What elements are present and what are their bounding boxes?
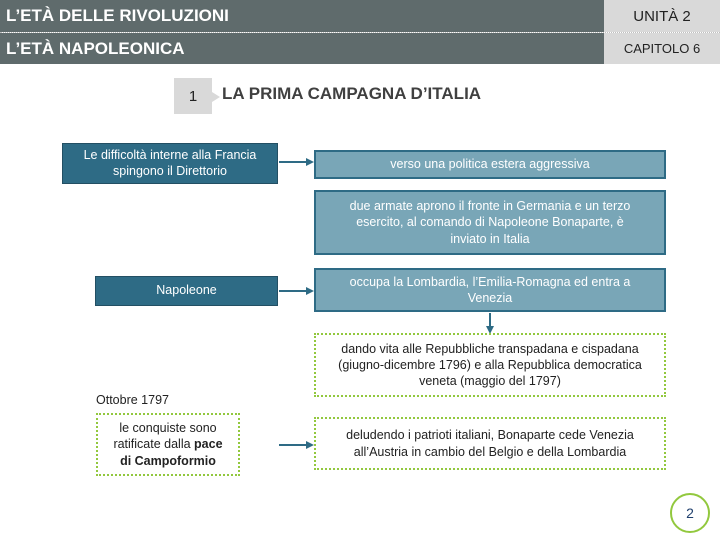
header-sub-title-text: L’ETÀ NAPOLEONICA bbox=[6, 38, 185, 58]
box-lombardy-text: occupa la Lombardia, l’Emilia-Romagna ed entra a Venezia bbox=[349, 274, 631, 305]
box-armies-text: due armate aprono il fronte in Germania e un terzo esercito, al comando di Napoleone Bonaparte, è inviato in Italia bbox=[349, 199, 631, 246]
page-number-badge bbox=[670, 493, 710, 533]
section-number: 1 bbox=[188, 87, 198, 105]
page-number: 2 bbox=[686, 505, 694, 521]
box-policy bbox=[314, 150, 666, 179]
header-unit-text: UNITÀ 2 bbox=[633, 7, 691, 25]
box-napoleon bbox=[95, 276, 278, 306]
box-campoformio bbox=[96, 413, 240, 476]
box-venice bbox=[314, 417, 666, 470]
box-republics-text: dando vita alle Repubbliche transpadana e cispadana (giugno-dicembre 1796) e alla Repubblica democratica veneta (maggio del 1797) bbox=[338, 341, 642, 389]
box-lombardy bbox=[314, 268, 666, 312]
header-chapter-text: CAPITOLO 6 bbox=[623, 41, 701, 56]
box-campoformio-text bbox=[98, 420, 238, 469]
box-armies bbox=[314, 190, 666, 255]
header-main-title-text: L’ETÀ DELLE RIVOLUZIONI bbox=[6, 6, 229, 25]
box-venice-text: deludendo i patrioti italiani, Bonaparte cede Venezia all’Austria in cambio del Belgio e della Lombardia bbox=[346, 428, 634, 459]
campoformio-text-pre: le conquiste sono ratificate dalla bbox=[113, 421, 217, 452]
section-title: LA PRIMA CAMPAGNA D’ITALIA bbox=[222, 84, 482, 103]
box-napoleon-text: Napoleone bbox=[156, 283, 217, 298]
campoformio-text-bold-1: pace bbox=[194, 437, 223, 452]
date-label: Ottobre 1797 bbox=[96, 393, 169, 407]
box-policy-text: verso una politica estera aggressiva bbox=[390, 157, 590, 172]
box-difficulties-text: Le difficoltà interne alla Francia spingono il Direttorio bbox=[83, 147, 257, 178]
campoformio-text-bold-2: di Campoformio bbox=[120, 453, 216, 468]
box-republics bbox=[314, 333, 666, 397]
box-difficulties bbox=[62, 143, 278, 184]
